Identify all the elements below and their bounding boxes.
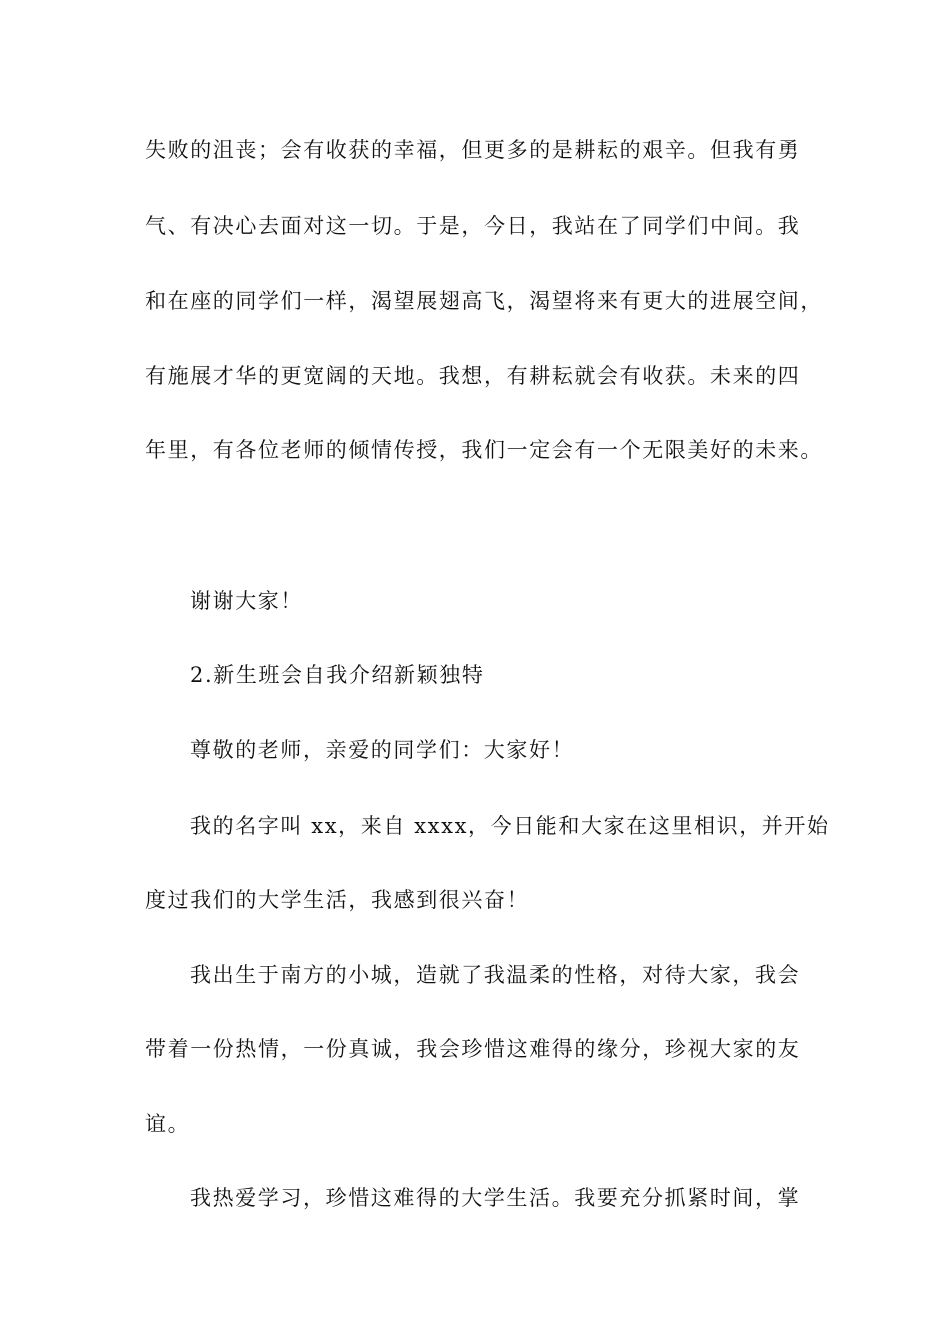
text-line: 我出生于南方的小城，造就了我温柔的性格，对待大家，我会 <box>190 963 801 987</box>
text-line: 年里，有各位老师的倾情传授，我们一定会有一个无限美好的未来。 <box>145 438 823 462</box>
text-line: 我热爱学习，珍惜这难得的大学生活。我要充分抓紧时间，掌 <box>190 1186 801 1210</box>
text-line: 失败的沮丧；会有收获的幸福，但更多的是耕耘的艰辛。但我有勇 <box>145 138 801 162</box>
closing-line: 谢谢大家！ <box>190 589 303 613</box>
section-heading: 2.新生班会自我介绍新颖独特 <box>190 663 485 687</box>
text-line: 谊。 <box>145 1112 191 1136</box>
text-line: 带着一份热情，一份真诚，我会珍惜这难得的缘分，珍视大家的友 <box>145 1037 801 1061</box>
text-line: 有施展才华的更宽阔的天地。我想，有耕耘就会有收获。未来的四 <box>145 364 801 388</box>
greeting-line: 尊敬的老师，亲爱的同学们：大家好！ <box>190 738 575 762</box>
text-line: 和在座的同学们一样，渴望展翅高飞，渴望将来有更大的进展空间， <box>145 289 823 313</box>
text-line: 气、有决心去面对这一切。于是，今日，我站在了同学们中间。我 <box>145 214 801 238</box>
text-line: 我的名字叫 xx，来自 xxxx，今日能和大家在这里相识，并开始 <box>190 814 830 838</box>
text-line: 度过我们的大学生活，我感到很兴奋！ <box>145 888 530 912</box>
